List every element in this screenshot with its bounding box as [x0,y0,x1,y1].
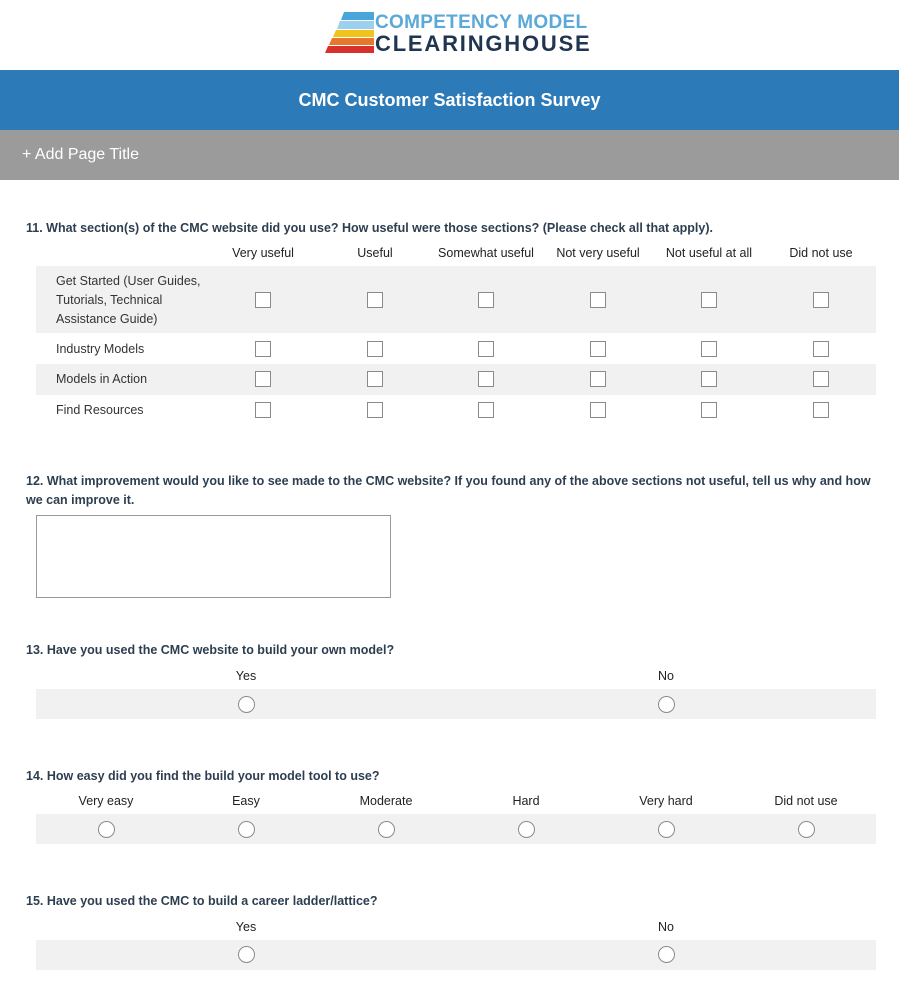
q14-option-label: Did not use [774,794,838,808]
q11-checkbox[interactable] [255,292,271,308]
q14-radio[interactable] [518,821,535,838]
q11-checkbox[interactable] [478,292,494,308]
q11-checkbox[interactable] [813,292,829,308]
q11-checkbox[interactable] [255,402,271,418]
q11-checkbox[interactable] [590,292,606,308]
q15-row-band [36,940,876,970]
q11-col-header: Useful [357,246,393,260]
q13-option-label: Yes [235,669,257,683]
q11-checkbox[interactable] [701,402,717,418]
q14-radio[interactable] [378,821,395,838]
q11-checkbox[interactable] [255,341,271,357]
q13-option-label: No [658,669,674,683]
q11-checkbox[interactable] [367,292,383,308]
q11-checkbox[interactable] [478,341,494,357]
q11-checkbox[interactable] [813,341,829,357]
q11-row-label: Models in Action [56,372,148,386]
q15-option-label: Yes [235,920,257,934]
q15-radio-no[interactable] [658,946,675,963]
q12-title: 12. What improvement would you like to see made to the CMC website? If you found any of the above sections not useful, tell us why and how we can improve it. [26,474,871,507]
q11-row-label: Get Started (User Guides, Tutorials, Technical Assistance Guide) [56,274,201,326]
q13-radio-no[interactable] [658,696,675,713]
q11-checkbox[interactable] [367,402,383,418]
q11-row-label: Industry Models [56,342,145,356]
q11-checkbox[interactable] [590,371,606,387]
q11-row-label: Find Resources [56,403,144,417]
q11-title: 11. What section(s) of the CMC website did you use? How useful were those sections? (Please check all that apply). [26,221,713,235]
q14-option-label: Very hard [639,794,693,808]
q14-row-band [36,814,876,844]
survey-title: CMC Customer Satisfaction Survey [0,70,899,130]
q14-option-label: Hard [512,794,540,808]
q11-col-header: Not very useful [556,246,640,260]
q11-col-header: Did not use [789,246,853,260]
q11-checkbox[interactable] [255,371,271,387]
q14-title: 14. How easy did you find the build your model tool to use? [26,769,380,783]
logo-stripes-icon [322,12,374,54]
q14-radio[interactable] [98,821,115,838]
logo-text-line2: CLEARINGHOUSE [375,31,592,56]
q11-checkbox[interactable] [590,341,606,357]
q14-radio[interactable] [238,821,255,838]
q11-col-header: Very useful [232,246,294,260]
q11-checkbox[interactable] [701,292,717,308]
q14-option-label: Easy [232,794,260,808]
q14-radio[interactable] [658,821,675,838]
q11-checkbox[interactable] [367,371,383,387]
q15-radio-yes[interactable] [238,946,255,963]
q15-title: 15. Have you used the CMC to build a career ladder/lattice? [26,894,378,908]
q11-checkbox[interactable] [478,371,494,387]
q11-checkbox[interactable] [701,371,717,387]
logo-text-line1: COMPETENCY MODEL [375,12,588,33]
q11-col-header: Not useful at all [665,246,753,260]
q13-title: 13. Have you used the CMC website to build your own model? [26,643,395,657]
q11-checkbox[interactable] [813,371,829,387]
q11-checkbox[interactable] [590,402,606,418]
q13-row-band [36,689,876,719]
q13-radio-yes[interactable] [238,696,255,713]
logo [322,12,592,56]
q14-option-label: Very easy [78,794,134,808]
q14-option-label: Moderate [359,794,413,808]
q15-option-label: No [658,920,674,934]
q11-checkbox[interactable] [478,402,494,418]
q12-textarea[interactable] [36,515,391,598]
q11-checkbox[interactable] [367,341,383,357]
q11-checkbox[interactable] [701,341,717,357]
q14-radio[interactable] [798,821,815,838]
q11-col-header: Somewhat useful [438,246,534,260]
add-page-title-button[interactable]: + Add Page Title [0,130,899,180]
q11-checkbox[interactable] [813,402,829,418]
